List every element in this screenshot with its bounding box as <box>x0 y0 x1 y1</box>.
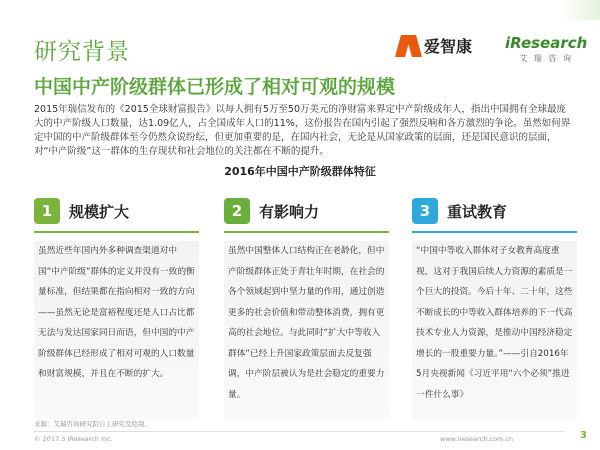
source-note: 来源：艾瑞咨询研究院自主研究及绘制。 <box>34 420 151 428</box>
column-body: 虽然中国整体人口结构正在老龄化，但中产阶级群体正处于青壮年时期，在社会的各个领域起到中坚力量的作用，通过创造更多的社会价值和带动整体消费，拥有更高的社会地位。与此同时“扩大中等收入群体”已经上升国家政策层面去反复强调，中产阶层被认为是社会稳定的重要力量。 <box>224 241 389 419</box>
column-body: “中国中等收入群体对子女教育高度重视，这对于我国后续人力资源的素质是一个巨大的投资。今后十年、二十年，这些不断成长的中等收入群体培养的下一代高技术专业人力资源，是推动中国经济稳定增长的一股重要力量。”——引自2016年5月央视新闻《习近平用“六个必须”推进一件什么事》 <box>412 241 577 419</box>
column-divider <box>34 231 199 233</box>
iresearch-logo-text: iResearch <box>505 34 588 52</box>
copyright-text: © 2017.3 iResearch Inc. <box>34 435 113 443</box>
number-badge: 1 <box>34 198 60 224</box>
aizhikang-logo-text: 爱智康 <box>424 37 473 56</box>
column-title: 重试教育 <box>447 202 508 221</box>
column-title: 有影响力 <box>259 202 320 221</box>
column-divider <box>412 231 577 233</box>
column-title: 规模扩大 <box>69 202 130 221</box>
number-badge: 3 <box>412 198 438 224</box>
aizhikang-logo <box>398 34 472 57</box>
footer-divider <box>34 431 564 432</box>
corner-accent <box>560 0 600 20</box>
column-header <box>34 197 199 225</box>
page-number: 3 <box>580 430 587 441</box>
feature-column-influence <box>224 197 389 419</box>
column-header <box>412 197 577 225</box>
feature-column-scale <box>34 197 199 419</box>
intro-paragraph: 2015年瑞信发布的《2015全球财富报告》以每人拥有5万至50万美元的净财富来界定中产阶级成年人，指出中国拥有全球最庞大的中产阶级人口数量，达1.09亿人，占全国成年人口的11%，这份报告在国内引起了强烈反响和各方激烈的争论。虽然如何界定中国的中产阶级群体至今仍然众说纷纭，但更加重要的是，在国内社会，无论是从国家政策的层面，还是国民意识的层面，对“中产阶级”这一群体的生存现状和社会地位的关注都在不断的提升。 <box>34 104 571 157</box>
column-header <box>224 197 389 225</box>
iresearch-logo-subtext: 艾 瑞 咨 询 <box>519 54 573 63</box>
iresearch-logo <box>505 34 587 64</box>
website-link[interactable]: www.iresearch.com.cn <box>440 435 514 443</box>
chart-heading: 2016年中国中产阶级群体特征 <box>224 165 376 178</box>
number-badge: 2 <box>224 198 250 224</box>
column-divider <box>224 231 389 233</box>
page-title: 中国中产阶级群体已形成了相对可观的规模 <box>34 76 396 98</box>
aizhikang-logo-icon <box>398 35 420 57</box>
feature-column-education <box>412 197 577 419</box>
column-body: 虽然近些年国内外多种调查渠道对中国“中产阶级”群体的定义并没有一致的衡量标准，但结果都在指向相对一致的方向——虽然无论是富裕程度还是人口占比都无法与发达国家同日而语，但中国的中产阶级群体已经形成了相对可观的人口数量和财富规模，并且在不断的扩大。 <box>34 241 199 419</box>
section-title: 研究背景 <box>34 39 130 65</box>
